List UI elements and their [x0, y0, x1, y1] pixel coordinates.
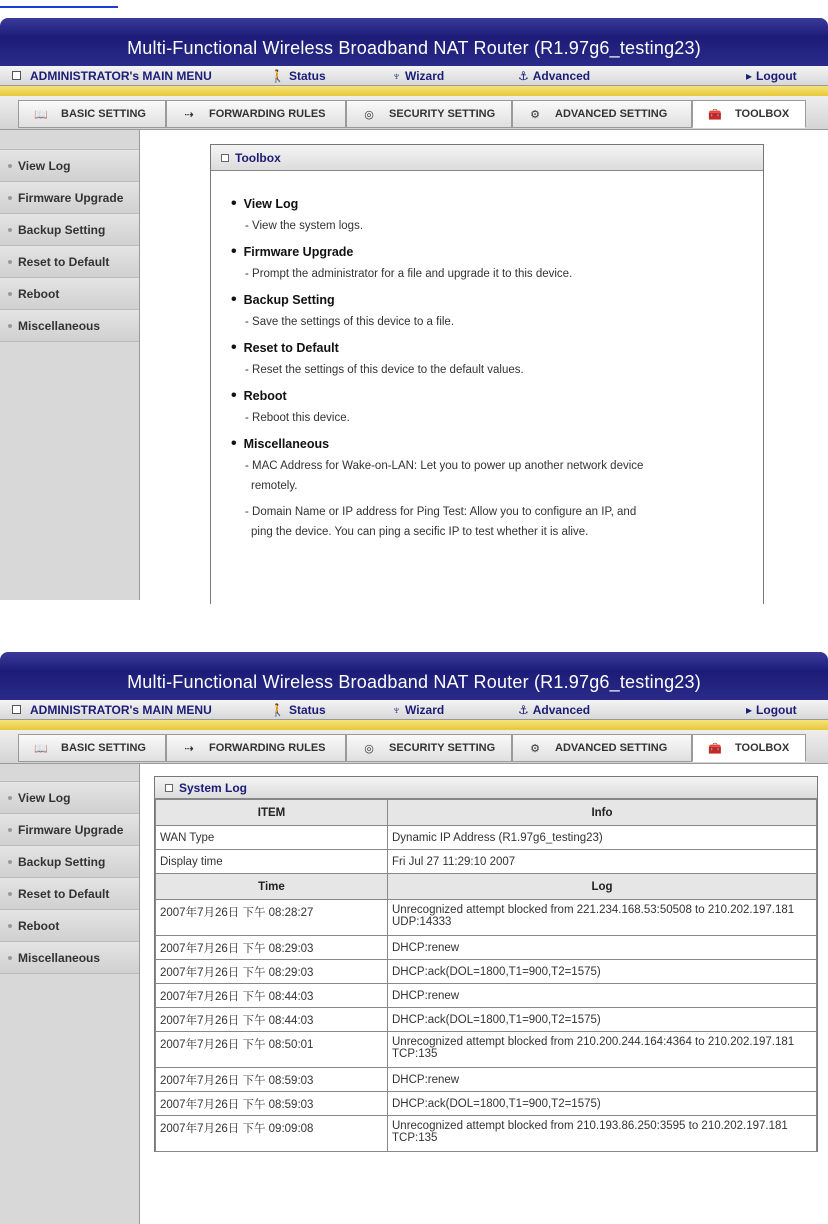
table-row: [156, 1032, 817, 1068]
system-log-heading: System Log: [179, 780, 248, 795]
toolbox-item-desc: - Prompt the administrator for a file and upgrade it to this device.: [245, 268, 573, 280]
security-icon: ◎: [364, 108, 374, 121]
toolbox-item: [231, 245, 763, 284]
toolbox-item: [231, 437, 763, 542]
log-time: 2007年7月26日 下午 08:28:27: [156, 900, 388, 936]
accent-bar: [0, 86, 828, 96]
tab-forwarding-rules[interactable]: [166, 734, 346, 762]
toolbox-item-desc: - Save the settings of this device to a file.: [245, 316, 455, 328]
sidebar-item-view-log[interactable]: [0, 150, 139, 182]
toolbox-item: [231, 293, 763, 332]
status-icon: 🚶: [270, 702, 285, 717]
main-menu: [0, 66, 828, 86]
bullet-icon: [8, 892, 12, 896]
log-message: Unrecognized attempt blocked from 210.193.86.250:3595 to 210.202.197.181 TCP:135: [388, 1116, 817, 1152]
toolbox-item-desc: - MAC Address for Wake-on-LAN: Let you to power up another network device: [245, 460, 644, 472]
wizard-menu[interactable]: [392, 69, 444, 83]
log-time: 2007年7月26日 下午 08:29:03: [156, 960, 388, 984]
log-time: 2007年7月26日 下午 08:59:03: [156, 1092, 388, 1116]
content-area: [140, 764, 828, 1224]
forward-icon: ⇢: [184, 108, 194, 121]
bullet-icon: [8, 228, 12, 232]
logout-arrow-icon: ▸: [746, 702, 753, 717]
advanced-setting-icon: ⚙: [530, 742, 540, 755]
sidebar-item-label: Miscellaneous: [18, 950, 101, 965]
window-title: Multi-Functional Wireless Broadband NAT Router (R1.97g6_testing23): [0, 652, 828, 700]
status-icon: 🚶: [270, 68, 285, 83]
sidebar-item-label: Miscellaneous: [18, 318, 101, 333]
sidebar-item-miscellaneous[interactable]: [0, 942, 139, 974]
wan-type-label: WAN Type: [156, 826, 388, 850]
admin-main-menu[interactable]: [12, 69, 212, 83]
sidebar-item-label: Reset to Default: [18, 254, 110, 269]
box-square-icon: [165, 784, 173, 792]
toolbox-icon: 🧰: [708, 742, 722, 755]
log-time: 2007年7月26日 下午 08:29:03: [156, 936, 388, 960]
book-icon: 📖: [34, 742, 48, 755]
top-link[interactable]: [0, 0, 118, 8]
toolbox-item-title: • Miscellaneous: [231, 437, 763, 451]
log-message: DHCP:renew: [388, 1068, 817, 1092]
log-message: DHCP:ack(DOL=1800,T1=900,T2=1575): [388, 960, 817, 984]
toolbox-item-desc: - Reboot this device.: [245, 412, 350, 424]
book-icon: 📖: [34, 108, 48, 121]
tab-forwarding-label: FORWARDING RULES: [209, 742, 326, 754]
advanced-menu[interactable]: [518, 69, 590, 83]
box-square-icon: [221, 154, 229, 162]
wan-type-value: Dynamic IP Address (R1.97g6_testing23): [388, 826, 817, 850]
toolbox-item-desc: remotely.: [251, 480, 298, 492]
bullet-icon: [8, 196, 12, 200]
sidebar-spacer: [0, 130, 139, 150]
tab-toolbox-label: TOOLBOX: [735, 742, 790, 754]
tab-toolbox[interactable]: [692, 734, 806, 762]
col-info-header: Info: [388, 800, 817, 826]
system-log-box: [154, 776, 818, 1152]
status-menu[interactable]: [270, 69, 326, 83]
table-row: [156, 826, 817, 850]
tab-bar: [0, 730, 828, 764]
main-menu: [0, 700, 828, 720]
sidebar-item-label: Backup Setting: [18, 854, 106, 869]
log-message: DHCP:ack(DOL=1800,T1=900,T2=1575): [388, 1008, 817, 1032]
page-body: [0, 130, 828, 600]
toolbox-item-desc: - Domain Name or IP address for Ping Test: Allow you to configure an IP, and: [245, 506, 637, 518]
logout-arrow-icon: ▸: [746, 68, 753, 83]
status-label: Status: [288, 702, 326, 717]
sidebar-spacer: [0, 764, 139, 782]
tab-basic-label: BASIC SETTING: [61, 742, 146, 754]
log-time: 2007年7月26日 下午 09:09:08: [156, 1116, 388, 1152]
tab-toolbox[interactable]: [692, 100, 806, 128]
sidebar-item-label: Firmware Upgrade: [18, 190, 124, 205]
logout-menu[interactable]: [746, 69, 797, 83]
wizard-label: Wizard: [405, 702, 445, 717]
tab-forwarding-rules[interactable]: [166, 100, 346, 128]
table-row: [156, 960, 817, 984]
toolbox-item-title: • Reboot: [231, 389, 763, 403]
advanced-icon: ⚓: [518, 702, 529, 717]
tab-basic-setting[interactable]: [18, 100, 166, 128]
wizard-label: Wizard: [405, 68, 445, 83]
toolbox-item-desc: - View the system logs.: [245, 220, 364, 232]
toolbox-item-desc: - Reset the settings of this device to the default values.: [245, 364, 524, 376]
sidebar-item-label: Reboot: [18, 286, 60, 301]
sidebar-item-backup-setting[interactable]: [0, 846, 139, 878]
col-time-header: Time: [156, 874, 388, 900]
col-item-header: ITEM: [156, 800, 388, 826]
status-menu[interactable]: [270, 703, 326, 717]
col-log-header: Log: [388, 874, 817, 900]
sidebar-item-view-log[interactable]: [0, 782, 139, 814]
sidebar-item-label: Firmware Upgrade: [18, 822, 124, 837]
bullet-icon: [8, 796, 12, 800]
log-message: DHCP:renew: [388, 984, 817, 1008]
tab-security-label: SECURITY SETTING: [389, 108, 496, 120]
forward-icon: ⇢: [184, 742, 194, 755]
sidebar-item-label: Reboot: [18, 918, 60, 933]
accent-bar: [0, 720, 828, 730]
logout-label: Logout: [756, 68, 797, 83]
toolbox-item-title: • View Log: [231, 197, 763, 211]
advanced-label: Advanced: [532, 68, 591, 83]
bullet-icon: [8, 828, 12, 832]
tab-advanced-setting[interactable]: [512, 734, 692, 762]
toolbox-item: [231, 341, 763, 380]
log-message: Unrecognized attempt blocked from 210.200.244.164:4364 to 210.202.197.181 TCP:135: [388, 1032, 817, 1068]
menu-square-icon: [12, 705, 21, 714]
sidebar: [0, 130, 140, 600]
tab-advanced-setting[interactable]: [512, 100, 692, 128]
security-icon: ◎: [364, 742, 374, 755]
log-message: Unrecognized attempt blocked from 221.234.168.53:50508 to 210.202.197.181 UDP:14333: [388, 900, 817, 936]
tab-advanced-label: ADVANCED SETTING: [555, 742, 668, 754]
sidebar-item-miscellaneous[interactable]: [0, 310, 139, 342]
tab-security-label: SECURITY SETTING: [389, 742, 496, 754]
admin-main-menu-label: ADMINISTRATOR's MAIN MENU: [30, 68, 212, 83]
sidebar-item-reboot[interactable]: [0, 278, 139, 310]
advanced-icon: ⚓: [518, 68, 529, 83]
tab-bar: [0, 96, 828, 130]
log-message: DHCP:renew: [388, 936, 817, 960]
advanced-setting-icon: ⚙: [530, 108, 540, 121]
table-header-row: [156, 874, 817, 900]
toolbox-item-title: • Backup Setting: [231, 293, 763, 307]
system-log-table: [155, 799, 817, 1152]
toolbox-item-title: • Reset to Default: [231, 341, 763, 355]
sidebar: [0, 764, 140, 1224]
admin-main-menu[interactable]: [12, 703, 212, 717]
bullet-icon: [8, 260, 12, 264]
bullet-icon: [8, 324, 12, 328]
sidebar-item-backup-setting[interactable]: [0, 214, 139, 246]
tab-security-setting[interactable]: [346, 100, 512, 128]
system-log-header: [155, 777, 817, 799]
wizard-menu[interactable]: [392, 703, 444, 717]
sidebar-item-label: Backup Setting: [18, 222, 106, 237]
toolbox-list: [211, 171, 763, 542]
table-row: [156, 984, 817, 1008]
menu-square-icon: [12, 71, 21, 80]
tab-toolbox-label: TOOLBOX: [735, 108, 790, 120]
table-row: [156, 1116, 817, 1152]
table-row: [156, 936, 817, 960]
logout-menu[interactable]: [746, 703, 797, 717]
page-body: [0, 764, 828, 1224]
sidebar-item-label: Reset to Default: [18, 886, 110, 901]
table-row: [156, 1092, 817, 1116]
toolbox-header: [211, 145, 763, 171]
log-message: DHCP:ack(DOL=1800,T1=900,T2=1575): [388, 1092, 817, 1116]
tab-basic-label: BASIC SETTING: [61, 108, 146, 120]
system-log-panel: [0, 652, 828, 1224]
tab-forwarding-label: FORWARDING RULES: [209, 108, 326, 120]
status-label: Status: [288, 68, 326, 83]
toolbox-panel: [0, 18, 828, 600]
logout-label: Logout: [756, 702, 797, 717]
toolbox-item-desc: ping the device. You can ping a secific IP to test whether it is alive.: [251, 526, 589, 538]
toolbox-item-title: • Firmware Upgrade: [231, 245, 763, 259]
window-title: Multi-Functional Wireless Broadband NAT Router (R1.97g6_testing23): [0, 18, 828, 66]
toolbox-item: [231, 389, 763, 428]
sidebar-item-firmware-upgrade[interactable]: [0, 814, 139, 846]
toolbox-item: [231, 197, 763, 236]
log-time: 2007年7月26日 下午 08:59:03: [156, 1068, 388, 1092]
tab-basic-setting[interactable]: [18, 734, 166, 762]
bullet-icon: [8, 924, 12, 928]
wizard-icon: ♆: [392, 702, 401, 717]
sidebar-item-reboot[interactable]: [0, 910, 139, 942]
tab-advanced-label: ADVANCED SETTING: [555, 108, 668, 120]
log-time: 2007年7月26日 下午 08:44:03: [156, 1008, 388, 1032]
advanced-menu[interactable]: [518, 703, 590, 717]
bullet-icon: [8, 860, 12, 864]
toolbox-box: [210, 144, 764, 604]
sidebar-item-label: View Log: [18, 158, 71, 173]
content-area: [140, 130, 828, 600]
sidebar-item-reset-default[interactable]: [0, 246, 139, 278]
display-time-label: Display time: [156, 850, 388, 874]
table-row: [156, 1068, 817, 1092]
log-time: 2007年7月26日 下午 08:50:01: [156, 1032, 388, 1068]
tab-security-setting[interactable]: [346, 734, 512, 762]
advanced-label: Advanced: [532, 702, 591, 717]
wizard-icon: ♆: [392, 68, 401, 83]
admin-main-menu-label: ADMINISTRATOR's MAIN MENU: [30, 702, 212, 717]
sidebar-item-label: View Log: [18, 790, 71, 805]
bullet-icon: [8, 292, 12, 296]
display-time-value: Fri Jul 27 11:29:10 2007: [388, 850, 817, 874]
log-time: 2007年7月26日 下午 08:44:03: [156, 984, 388, 1008]
sidebar-item-firmware-upgrade[interactable]: [0, 182, 139, 214]
bullet-icon: [8, 164, 12, 168]
sidebar-item-reset-default[interactable]: [0, 878, 139, 910]
toolbox-heading: Toolbox: [235, 150, 281, 165]
bullet-icon: [8, 956, 12, 960]
table-header-row: [156, 800, 817, 826]
table-row: [156, 1008, 817, 1032]
table-row: [156, 850, 817, 874]
table-row: [156, 900, 817, 936]
toolbox-icon: 🧰: [708, 108, 722, 121]
